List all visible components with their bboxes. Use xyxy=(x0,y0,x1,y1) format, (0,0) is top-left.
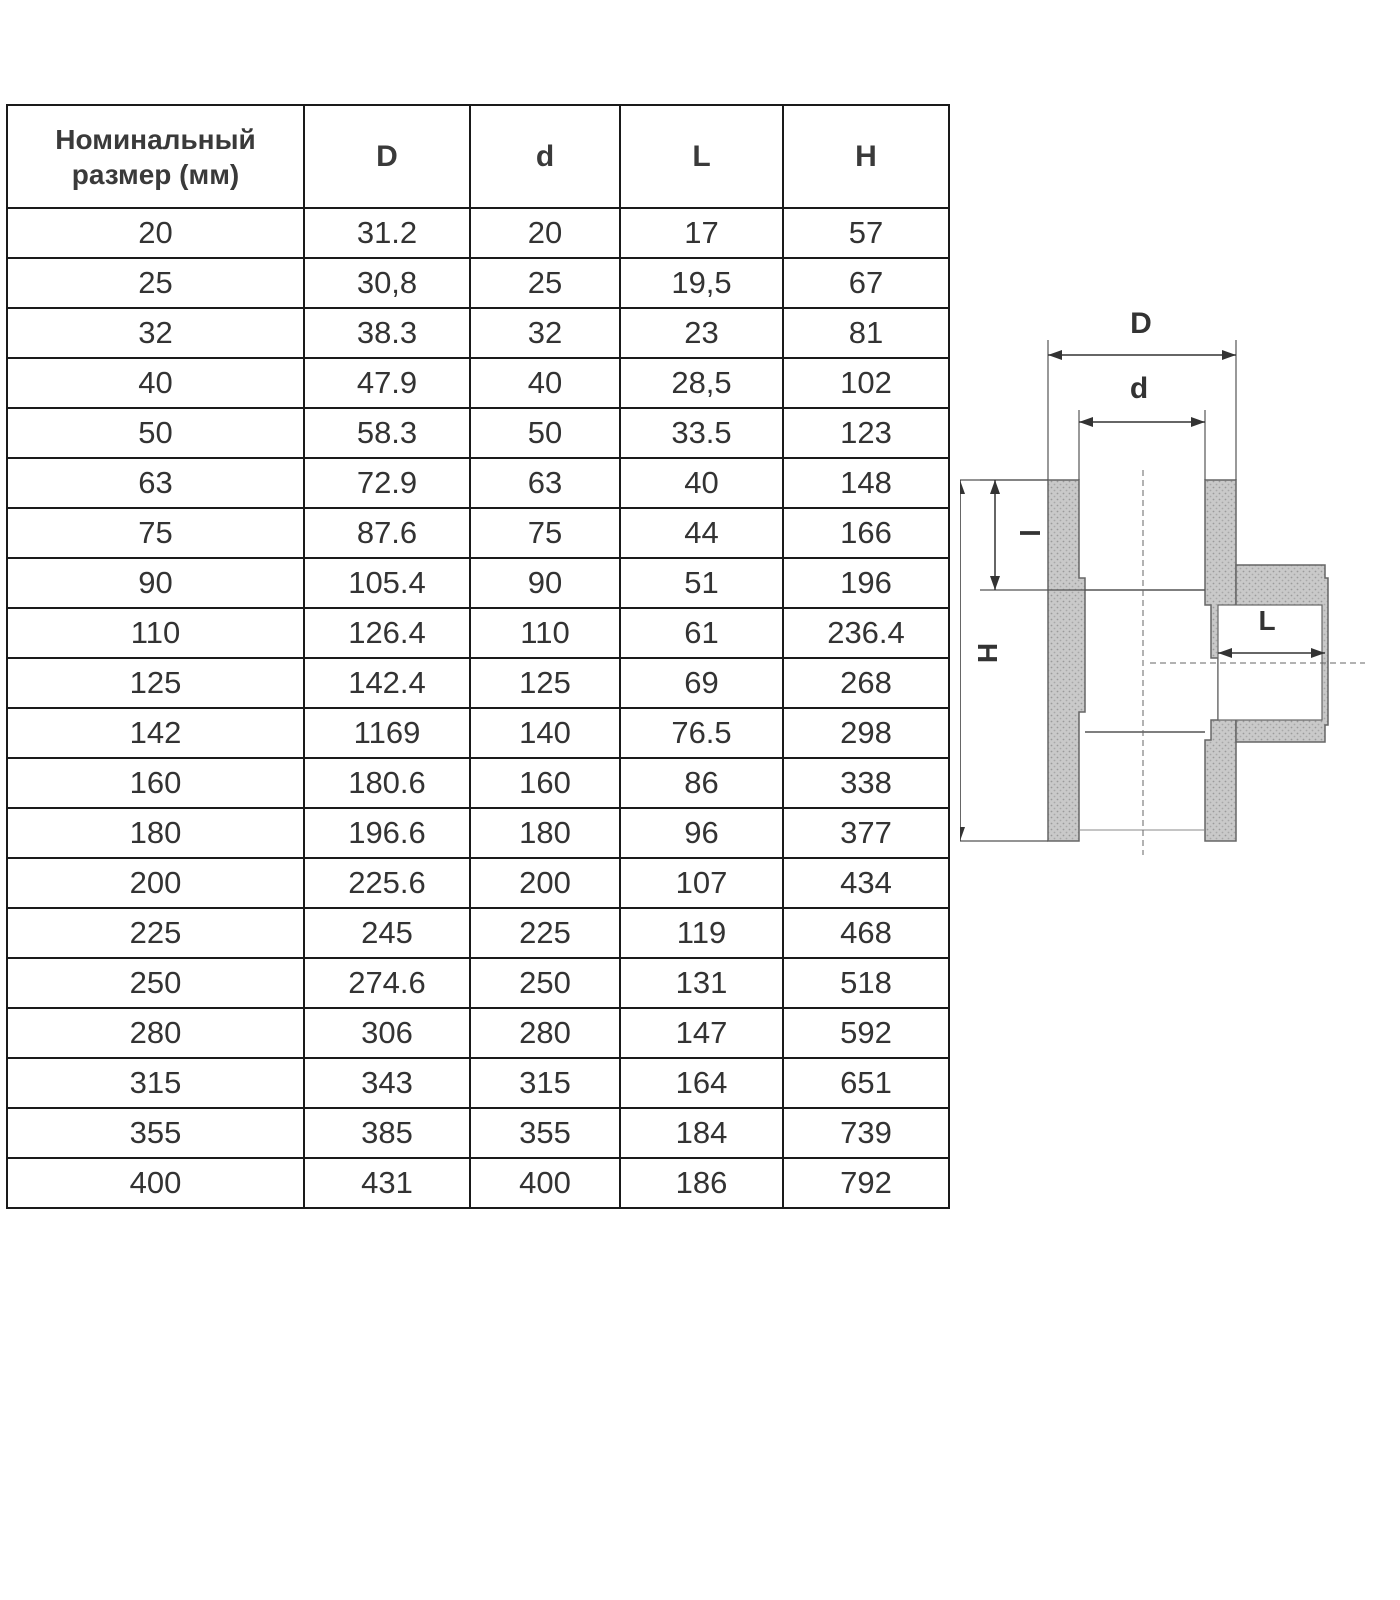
cell-D: 126.4 xyxy=(304,608,470,658)
cell-H: 166 xyxy=(783,508,949,558)
table-row xyxy=(7,1058,949,1108)
table-row xyxy=(7,608,949,658)
cell-nominal-size: 63 xyxy=(7,458,304,508)
cell-nominal-size: 250 xyxy=(7,958,304,1008)
cell-H: 338 xyxy=(783,758,949,808)
cell-D: 38.3 xyxy=(304,308,470,358)
cell-nominal-size: 32 xyxy=(7,308,304,358)
cell-H: 792 xyxy=(783,1158,949,1208)
label-H: H xyxy=(972,642,1003,664)
cell-nominal-size: 90 xyxy=(7,558,304,608)
table-header xyxy=(7,105,949,208)
cell-H: 468 xyxy=(783,908,949,958)
cell-d: 140 xyxy=(470,708,620,758)
cell-nominal-size: 315 xyxy=(7,1058,304,1108)
cell-H: 67 xyxy=(783,258,949,308)
cell-H: 298 xyxy=(783,708,949,758)
table-row xyxy=(7,208,949,258)
cell-d: 280 xyxy=(470,1008,620,1058)
table-row xyxy=(7,958,949,1008)
cell-D: 274.6 xyxy=(304,958,470,1008)
cell-D: 306 xyxy=(304,1008,470,1058)
table-row xyxy=(7,558,949,608)
table-row xyxy=(7,658,949,708)
cell-H: 518 xyxy=(783,958,949,1008)
tee-fitting-body xyxy=(1048,480,1328,841)
cell-H: 196 xyxy=(783,558,949,608)
cell-L: 96 xyxy=(620,808,783,858)
cell-D: 343 xyxy=(304,1058,470,1108)
cell-H: 377 xyxy=(783,808,949,858)
table-row xyxy=(7,358,949,408)
cell-L: 186 xyxy=(620,1158,783,1208)
cell-L: 28,5 xyxy=(620,358,783,408)
cell-L: 19,5 xyxy=(620,258,783,308)
cell-H: 123 xyxy=(783,408,949,458)
cell-H: 236.4 xyxy=(783,608,949,658)
cell-nominal-size: 50 xyxy=(7,408,304,458)
cell-D: 245 xyxy=(304,908,470,958)
table-body xyxy=(7,208,949,1208)
table-row xyxy=(7,508,949,558)
cell-H: 57 xyxy=(783,208,949,258)
cell-d: 125 xyxy=(470,658,620,708)
cell-d: 90 xyxy=(470,558,620,608)
cell-d: 32 xyxy=(470,308,620,358)
table-row xyxy=(7,1108,949,1158)
tee-fitting-diagram xyxy=(960,300,1400,880)
cell-d: 225 xyxy=(470,908,620,958)
cell-D: 31.2 xyxy=(304,208,470,258)
table-row xyxy=(7,258,949,308)
label-L: L xyxy=(1258,605,1276,636)
cell-d: 250 xyxy=(470,958,620,1008)
cell-nominal-size: 225 xyxy=(7,908,304,958)
header-D: D xyxy=(304,105,470,208)
cell-d: 400 xyxy=(470,1158,620,1208)
table-row xyxy=(7,808,949,858)
cell-H: 739 xyxy=(783,1108,949,1158)
cell-nominal-size: 142 xyxy=(7,708,304,758)
cell-D: 105.4 xyxy=(304,558,470,608)
header-H: H xyxy=(783,105,949,208)
cell-d: 200 xyxy=(470,858,620,908)
header-d: d xyxy=(470,105,620,208)
cell-H: 268 xyxy=(783,658,949,708)
cell-nominal-size: 20 xyxy=(7,208,304,258)
cell-H: 81 xyxy=(783,308,949,358)
cell-L: 23 xyxy=(620,308,783,358)
cell-nominal-size: 400 xyxy=(7,1158,304,1208)
cell-D: 47.9 xyxy=(304,358,470,408)
cell-d: 63 xyxy=(470,458,620,508)
cell-L: 17 xyxy=(620,208,783,258)
label-d: d xyxy=(1129,372,1149,405)
table-row xyxy=(7,908,949,958)
table-row xyxy=(7,408,949,458)
cell-D: 196.6 xyxy=(304,808,470,858)
table-row xyxy=(7,708,949,758)
header-L: L xyxy=(620,105,783,208)
cell-L: 107 xyxy=(620,858,783,908)
cell-L: 51 xyxy=(620,558,783,608)
cell-D: 225.6 xyxy=(304,858,470,908)
cell-D: 385 xyxy=(304,1108,470,1158)
cell-nominal-size: 75 xyxy=(7,508,304,558)
cell-D: 431 xyxy=(304,1158,470,1208)
cell-D: 180.6 xyxy=(304,758,470,808)
cell-nominal-size: 110 xyxy=(7,608,304,658)
table-row xyxy=(7,458,949,508)
dimensions-table xyxy=(6,104,950,1209)
cell-nominal-size: 160 xyxy=(7,758,304,808)
cell-L: 76.5 xyxy=(620,708,783,758)
cell-D: 142.4 xyxy=(304,658,470,708)
cell-D: 87.6 xyxy=(304,508,470,558)
cell-D: 1169 xyxy=(304,708,470,758)
header-row xyxy=(7,105,949,208)
cell-D: 58.3 xyxy=(304,408,470,458)
cell-L: 86 xyxy=(620,758,783,808)
table-row xyxy=(7,308,949,358)
cell-L: 184 xyxy=(620,1108,783,1158)
cell-D: 30,8 xyxy=(304,258,470,308)
cell-L: 40 xyxy=(620,458,783,508)
cell-L: 131 xyxy=(620,958,783,1008)
cell-d: 40 xyxy=(470,358,620,408)
cell-H: 651 xyxy=(783,1058,949,1108)
cell-H: 592 xyxy=(783,1008,949,1058)
cell-d: 315 xyxy=(470,1058,620,1108)
table-row xyxy=(7,1008,949,1058)
cell-L: 164 xyxy=(620,1058,783,1108)
table-row xyxy=(7,758,949,808)
cell-d: 50 xyxy=(470,408,620,458)
cell-d: 25 xyxy=(470,258,620,308)
cell-nominal-size: 200 xyxy=(7,858,304,908)
header-nominal-size: Номинальный размер (мм) xyxy=(7,105,304,208)
table-row xyxy=(7,1158,949,1208)
dimension-d xyxy=(1079,372,1205,480)
cell-nominal-size: 180 xyxy=(7,808,304,858)
cell-L: 61 xyxy=(620,608,783,658)
cell-d: 355 xyxy=(470,1108,620,1158)
cell-L: 69 xyxy=(620,658,783,708)
cell-H: 434 xyxy=(783,858,949,908)
cell-D: 72.9 xyxy=(304,458,470,508)
cell-H: 102 xyxy=(783,358,949,408)
cell-nominal-size: 280 xyxy=(7,1008,304,1058)
cell-nominal-size: 40 xyxy=(7,358,304,408)
cell-L: 33.5 xyxy=(620,408,783,458)
label-l: l xyxy=(1014,529,1045,537)
cell-L: 147 xyxy=(620,1008,783,1058)
cell-nominal-size: 355 xyxy=(7,1108,304,1158)
cell-L: 119 xyxy=(620,908,783,958)
cell-nominal-size: 125 xyxy=(7,658,304,708)
cell-L: 44 xyxy=(620,508,783,558)
center-lines xyxy=(1143,470,1365,855)
cell-nominal-size: 25 xyxy=(7,258,304,308)
cell-d: 75 xyxy=(470,508,620,558)
cell-d: 160 xyxy=(470,758,620,808)
label-D: D xyxy=(1130,307,1152,340)
cell-d: 180 xyxy=(470,808,620,858)
cell-d: 110 xyxy=(470,608,620,658)
cell-d: 20 xyxy=(470,208,620,258)
table-row xyxy=(7,858,949,908)
cell-H: 148 xyxy=(783,458,949,508)
